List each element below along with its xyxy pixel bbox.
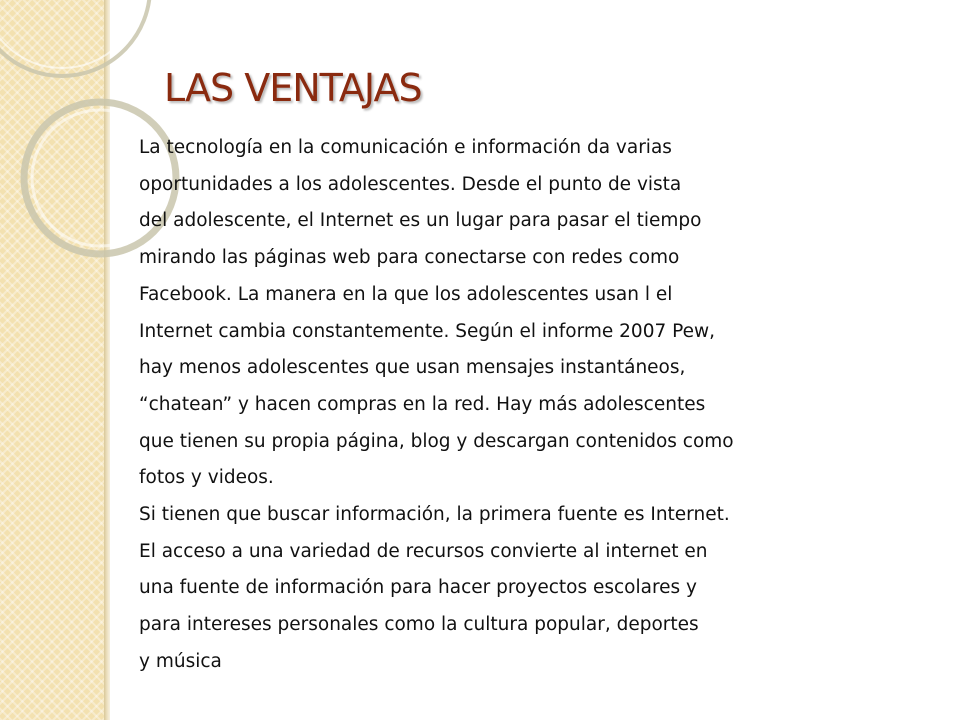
- body-line: “chatean” y hacen compras en la red. Hay más adolescentes: [139, 393, 706, 415]
- body-line: Facebook. La manera en la que los adolescentes usan l el: [139, 283, 673, 305]
- body-line: para intereses personales como la cultura popular, deportes: [139, 614, 699, 636]
- body-line: del adolescente, el Internet es un lugar para pasar el tiempo: [139, 210, 702, 232]
- decorative-ring-upper: [0, 0, 150, 76]
- body-line: Internet cambia constantemente. Según el informe 2007 Pew,: [139, 320, 716, 342]
- body-line: El acceso a una variedad de recursos convierte al internet en: [139, 540, 708, 562]
- body-line: fotos y videos.: [139, 467, 274, 489]
- body-line: La tecnología en la comunicación e información da varias: [139, 137, 672, 158]
- body-line: hay menos adolescentes que usan mensajes instantáneos,: [139, 357, 686, 379]
- body-line: oportunidades a los adolescentes. Desde el punto de vista: [139, 173, 682, 195]
- slide-title: LAS VENTAJAS: [164, 66, 422, 110]
- body-text: [139, 130, 779, 681]
- body-line: mirando las páginas web para conectarse con redes como: [139, 247, 680, 269]
- body-line: y música: [139, 650, 222, 672]
- decorative-ring-upper-inner: [0, 0, 142, 68]
- body-line: una fuente de información para hacer proyectos escolares y: [139, 577, 697, 599]
- body-line: que tienen su propia página, blog y descargan contenidos como: [139, 430, 734, 452]
- body-line: Si tienen que buscar información, la primera fuente es Internet.: [139, 504, 730, 526]
